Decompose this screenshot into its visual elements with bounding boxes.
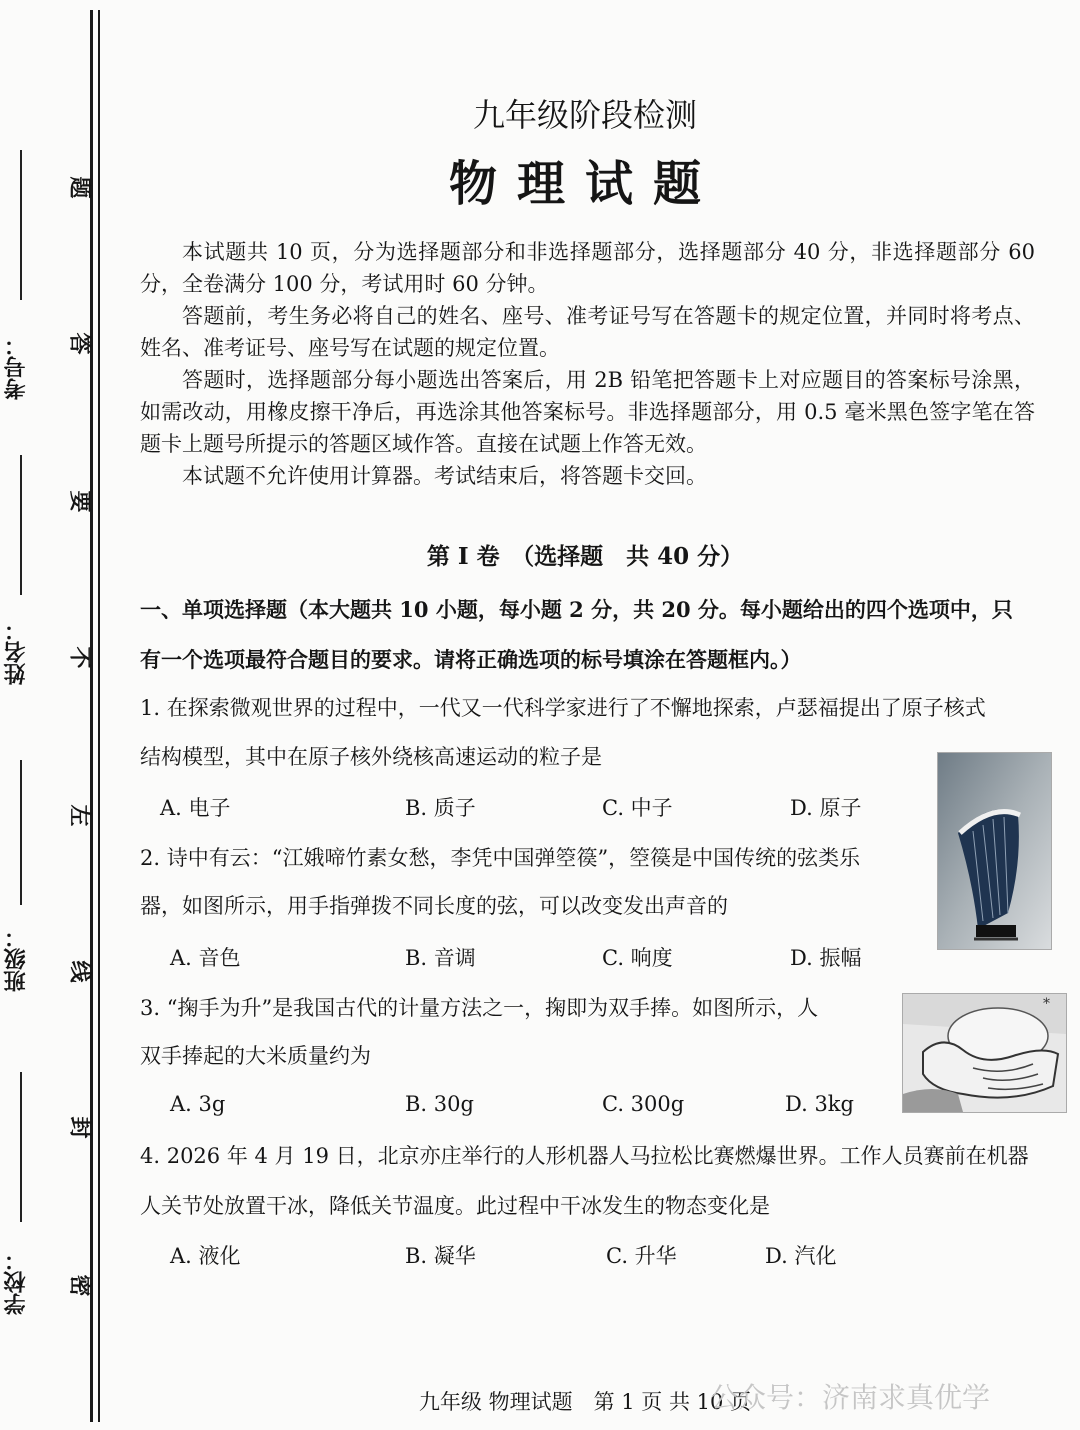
class-fill-line	[20, 760, 22, 905]
instructions	[140, 236, 1035, 492]
question-1-options	[160, 792, 920, 826]
question-2-line1: 2. 诗中有云：“江娥啼竹素女愁，李凭中国弹箜篌”，箜篌是中国传统的弦类乐	[140, 846, 861, 870]
option-b: B. 质子	[405, 796, 476, 820]
instruction-paragraph: 答题时，选择题部分每小题选出答案后，用 2B 铅笔把答题卡上对应题目的答案标号涂黑，如需改动，用橡皮擦干净后，再选涂其他答案标号。非选择题部分，用 0.5 毫米黑色签字笔在答题卡上题号所提示的答题区域作答。直接在试题上作答无效。	[140, 368, 1035, 456]
option-b: B. 音调	[405, 946, 476, 970]
question-2-line2: 器，如图所示，用手指弹拨不同长度的弦，可以改变发出声音的	[140, 894, 728, 918]
option-b: B. 30g	[405, 1092, 474, 1116]
name-fill-line	[20, 455, 22, 595]
question-4-line1: 4. 2026 年 4 月 19 日，北京亦庄举行的人形机器人马拉松比赛燃爆世界。工作人员赛前在机器	[140, 1144, 1029, 1168]
exam-title: 物理试题	[448, 156, 721, 212]
class-label: 班级：	[3, 926, 29, 992]
question-3-line2: 双手捧起的大米质量约为	[140, 1044, 371, 1068]
name-label: 姓名：	[3, 619, 29, 685]
option-a: A. 电子	[160, 796, 231, 820]
option-c: C. 300g	[602, 1092, 685, 1116]
option-b: B. 凝华	[405, 1244, 476, 1268]
svg-text:*: *	[1043, 996, 1050, 1012]
margin-warning-char: 题	[66, 176, 93, 199]
option-d: D. 3kg	[785, 1092, 854, 1116]
instruction-paragraph: 本试题共 10 页，分为选择题部分和非选择题部分，选择题部分 40 分，非选择题部分 60 分，全卷满分 100 分，考试用时 60 分钟。	[140, 240, 1035, 296]
margin-warning-char: 密	[66, 1274, 93, 1297]
page-footer: 九年级 物理试题 第 1 页 共 10 页	[418, 1390, 752, 1414]
margin-warning-char: 答	[66, 332, 93, 355]
instruction-paragraph: 本试题不允许使用计算器。考试结束后，将答题卡交回。	[182, 464, 707, 488]
option-d: D. 原子	[790, 796, 862, 820]
question-3-options	[160, 1092, 920, 1126]
instruction-paragraph: 答题前，考生务必将自己的姓名、座号、准考证号写在答题卡的规定位置，并同时将考点、姓名、准考证号、座号写在试题的规定位置。	[140, 304, 1035, 360]
question-3-line1: 3. “掬手为升”是我国古代的计量方法之一，掬即为双手捧。如图所示，人	[140, 996, 819, 1020]
margin-warning-char: 左	[66, 804, 93, 827]
cupped-hands-rice-image	[902, 993, 1067, 1113]
exam-number-label: 考号：	[3, 334, 29, 400]
margin-warning-char: 要	[66, 490, 93, 513]
question-4-options	[160, 1240, 920, 1274]
part-heading-line2: 有一个选项最符合题目的要求。请将正确选项的标号填涂在答题框内。）	[140, 647, 802, 672]
part-heading-line1: 一、单项选择题（本大题共 10 小题，每小题 2 分，共 20 分。每小题给出的四个选项中，只	[140, 597, 1013, 622]
question-4-line2: 人关节处放置干冰，降低关节温度。此过程中干冰发生的物态变化是	[140, 1194, 770, 1218]
question-2-options	[160, 942, 920, 976]
option-c: C. 响度	[602, 946, 673, 970]
margin-warning-char: 封	[66, 1116, 93, 1139]
option-a: A. 3g	[170, 1092, 226, 1116]
margin-warning-char: 不	[66, 646, 93, 669]
option-d: D. 汽化	[765, 1244, 837, 1268]
option-c: C. 升华	[606, 1244, 677, 1268]
school-fill-line	[20, 1072, 22, 1222]
binding-line-outer	[90, 10, 93, 1422]
question-1-line1: 1. 在探索微观世界的过程中，一代又一代科学家进行了不懈地探索，卢瑟福提出了原子核式	[140, 696, 986, 720]
option-d: D. 振幅	[790, 946, 862, 970]
school-label: 学校：	[3, 1249, 29, 1315]
option-a: A. 液化	[170, 1244, 241, 1268]
option-c: C. 中子	[602, 796, 673, 820]
grade-title: 九年级阶段检测	[472, 96, 697, 134]
konghou-harp-image	[937, 752, 1052, 950]
question-1-line2: 结构模型，其中在原子核外绕核高速运动的粒子是	[140, 745, 602, 769]
option-a: A. 音色	[170, 946, 241, 970]
binding-line-inner	[98, 10, 100, 1422]
section-heading: 第 I 卷 （选择题 共 40 分）	[426, 543, 744, 570]
wechat-watermark: 公众号：济南求真优学	[710, 1381, 991, 1414]
margin-warning-char: 线	[66, 960, 93, 983]
